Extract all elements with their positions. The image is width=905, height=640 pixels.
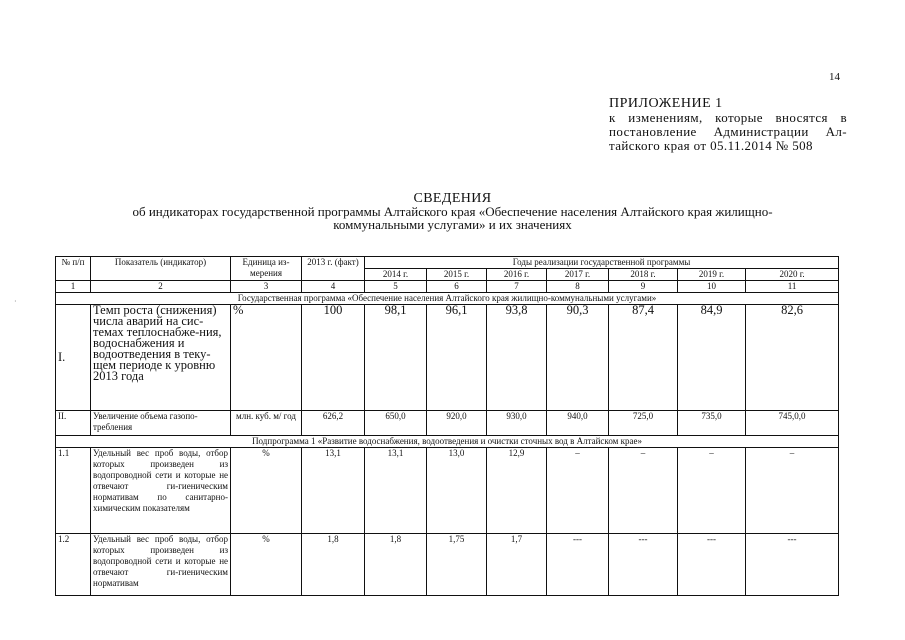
row-value: 90,3: [547, 305, 609, 411]
header-year: 2014 г.: [365, 269, 427, 281]
row-no: II.: [56, 411, 91, 436]
subprogram-title: Подпрограмма 1 «Развитие водоснабжения, водоотведения и очистки сточных вод в Алтайском крае»: [56, 436, 839, 448]
column-number-row: [56, 281, 839, 293]
header-no: № п/п: [56, 257, 91, 281]
row-value: 940,0: [547, 411, 609, 436]
row-value: ---: [678, 534, 746, 596]
row-value: ---: [746, 534, 839, 596]
row-value: 93,8: [487, 305, 547, 411]
subprogram-title-row: [56, 436, 839, 448]
row-indicator: Удельный вес проб воды, отбор которых произведен из водопроводной сети и которые не отвечают ги-гиеническим нормативам по санитарно-химическим показателям: [91, 448, 231, 534]
header-year: 2018 г.: [609, 269, 678, 281]
program-title: Государственная программа «Обеспечение населения Алтайского края жилищно-коммунальными услугами»: [56, 293, 839, 305]
row-indicator: Темп роста (снижения) числа аварий на сис-темах теплоснабже-ния, водоснабжения и водоотведения в теку-щем периоде к уровню 2013 года: [91, 305, 231, 411]
header-base-year: 2013 г. (факт): [302, 257, 365, 281]
column-number: 6: [427, 281, 487, 293]
row-unit: %: [231, 534, 302, 596]
row-value: 1,75: [427, 534, 487, 596]
row-value: 725,0: [609, 411, 678, 436]
column-number: 8: [547, 281, 609, 293]
column-number: 10: [678, 281, 746, 293]
page-number: 14: [829, 71, 840, 83]
appendix-line-3: тайского края от 05.11.2014 № 508: [609, 138, 813, 153]
header-unit: Единица из-мерения: [231, 257, 302, 281]
column-number: 5: [365, 281, 427, 293]
row-value: 87,4: [609, 305, 678, 411]
table-row: [56, 305, 839, 411]
table-row: [56, 448, 839, 534]
row-value: 1,8: [365, 534, 427, 596]
row-value: 98,1: [365, 305, 427, 411]
row-value: 650,0: [365, 411, 427, 436]
document-subtitle: [60, 205, 845, 231]
row-no: 1.1: [56, 448, 91, 534]
header-year: 2019 г.: [678, 269, 746, 281]
row-value: 1,7: [487, 534, 547, 596]
indicators-table: [55, 256, 839, 596]
table-row: [56, 534, 839, 596]
column-number: 3: [231, 281, 302, 293]
row-indicator: Удельный вес проб воды, отбор которых произведен из водопроводной сети и которые не отвечают ги-гиеническим нормативам: [91, 534, 231, 596]
row-value: 1,8: [302, 534, 365, 596]
row-unit: %: [231, 448, 302, 534]
header-indicator: Показатель (индикатор): [91, 257, 231, 281]
row-value: –: [609, 448, 678, 534]
program-title-row: [56, 293, 839, 305]
row-value: –: [547, 448, 609, 534]
appendix-line-2: постановление Администрации Ал-: [609, 124, 847, 139]
subtitle-line-2: коммунальными услугами» и их значениях: [333, 217, 572, 232]
row-value: 920,0: [427, 411, 487, 436]
row-value: 745,0,0: [746, 411, 839, 436]
row-unit: %: [231, 305, 302, 411]
column-number: 4: [302, 281, 365, 293]
row-no: I.: [56, 305, 91, 411]
row-value: ---: [609, 534, 678, 596]
subtitle-line-1: об индикаторах государственной программы Алтайского края «Обеспечение населения Алтайского края жилищно-: [132, 204, 773, 219]
appendix-line-1: к изменениям, которые вносятся в: [609, 110, 847, 125]
row-no: 1.2: [56, 534, 91, 596]
column-number: 11: [746, 281, 839, 293]
row-value: 626,2: [302, 411, 365, 436]
row-unit: млн. куб. м/ год: [231, 411, 302, 436]
table-row: [56, 411, 839, 436]
header-year: 2016 г.: [487, 269, 547, 281]
row-value: –: [678, 448, 746, 534]
column-number: 2: [91, 281, 231, 293]
row-value: 12,9: [487, 448, 547, 534]
row-value: ---: [547, 534, 609, 596]
header-year: 2015 г.: [427, 269, 487, 281]
row-indicator: Увеличение объема газопо-требления: [91, 411, 231, 436]
header-row: [56, 257, 839, 269]
row-value: –: [746, 448, 839, 534]
row-value: 84,9: [678, 305, 746, 411]
row-value: 82,6: [746, 305, 839, 411]
appendix-title: ПРИЛОЖЕНИЕ 1: [609, 96, 723, 111]
row-value: 13,1: [302, 448, 365, 534]
row-value: 96,1: [427, 305, 487, 411]
header-year: 2017 г.: [547, 269, 609, 281]
row-value: 735,0: [678, 411, 746, 436]
row-value: 13,0: [427, 448, 487, 534]
stray-mark: ·: [14, 297, 17, 306]
appendix-block: [609, 97, 847, 153]
column-number: 1: [56, 281, 91, 293]
row-value: 930,0: [487, 411, 547, 436]
header-years-group: Годы реализации государственной программы: [365, 257, 839, 269]
column-number: 9: [609, 281, 678, 293]
document-title: СВЕДЕНИЯ: [413, 191, 492, 206]
row-value: 13,1: [365, 448, 427, 534]
header-year: 2020 г.: [746, 269, 839, 281]
row-value: 100: [302, 305, 365, 411]
column-number: 7: [487, 281, 547, 293]
